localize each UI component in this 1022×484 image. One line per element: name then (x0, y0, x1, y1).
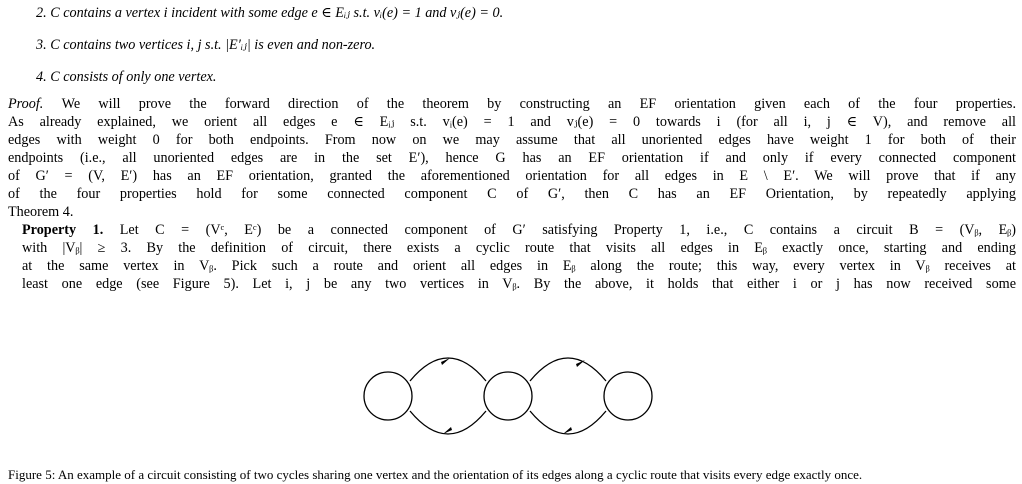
middle-vertex (484, 372, 532, 420)
proof-body (8, 95, 1016, 293)
arrowhead-left-bottom (443, 427, 452, 434)
left-vertex (364, 372, 412, 420)
proof-line-4: endpoints (i.e., all unoriented edges are in the set E′), hence G has an EF orientation if and only if every connected component (8, 150, 1016, 166)
proof-line-5: of G′ = (V, E′) has an EF orientation, granted the aforementioned orientation for all edges in E \ E′. We will prove that if any (8, 168, 1016, 184)
property-1-line-1: Let C = (Vᶜ, Eᶜ) be a connected component of G′ satisfying Property 1, i.e., C contains a circuit B = (Vᵦ, Eᵦ) (119, 222, 1016, 238)
right-vertex (604, 372, 652, 420)
property-1-line-4: least one edge (see Figure 5). Let i, j be any two vertices in Vᵦ. By the above, it holds that either i or j has now received some (22, 276, 1016, 292)
property-list-item-4: 4. C consists of only one vertex. (36, 69, 217, 85)
figure-5-caption: Figure 5: An example of a circuit consisting of two cycles sharing one vertex and the orientation of its edges along a cyclic route that visits every edge exactly once. (8, 467, 863, 482)
property-1-head: Property 1. (22, 222, 104, 238)
property-1-line-2: with |Vᵦ| ≥ 3. By the definition of circuit, there exists a cyclic route that visits all edges in Eᵦ exactly once, starting and ending (22, 240, 1016, 256)
proof-line-1: We will prove the forward direction of the theorem by constructing an EF orientation given each of the four properties. (61, 96, 1016, 112)
proof-line-7: Theorem 4. (8, 204, 74, 220)
proof-line-3: edges with weight 0 for both endpoints. From now on we may assume that all unoriented edges have weight 1 for both of their (8, 132, 1016, 148)
proof-head: Proof. (8, 96, 44, 112)
property-1-line-3: at the same vertex in Vᵦ. Pick such a route and orient all edges in Eᵦ along the route; this way, every vertex in Vᵦ receives at (22, 258, 1016, 274)
proof-line-2: As already explained, we orient all edges e ∈ Eᵢⱼ s.t. vᵢ(e) = 1 and vⱼ(e) = 0 towards i (for all i, j ∈ V), and remove all (8, 114, 1016, 130)
property-list-item-2: 2. C contains a vertex i incident with some edge e ∈ Eᵢⱼ s.t. vᵢ(e) = 1 and vⱼ(e) = 0. (36, 5, 504, 21)
figure-5-diagram (348, 335, 668, 459)
property-1-paragraph (8, 221, 1016, 293)
edge-left-top (410, 358, 486, 381)
edge-right-top (530, 358, 606, 381)
proof-line-6: of the four properties hold for some connected component C of G′, then C has an EF Orientation, by repeatedly applying (8, 186, 1016, 202)
arrowhead-right-bottom (563, 427, 572, 434)
property-list-item-3: 3. C contains two vertices i, j s.t. |E′ᵢⱼ| is even and non-zero. (36, 37, 376, 53)
proof-paragraph (8, 95, 1016, 221)
